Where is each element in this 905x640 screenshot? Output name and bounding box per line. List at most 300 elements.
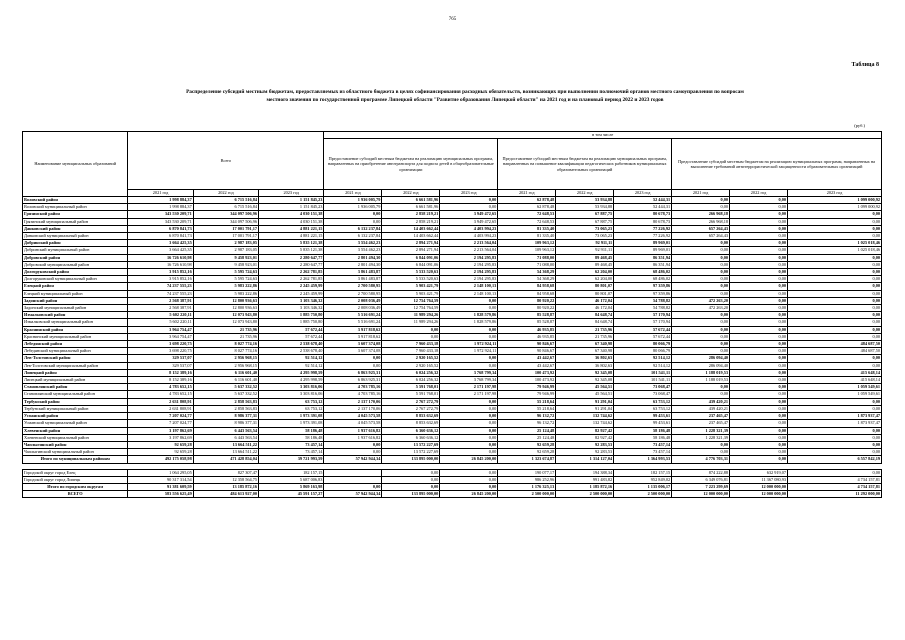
value-cell: 63 753,12 (259, 405, 324, 412)
value-cell: 0,00 (730, 319, 788, 326)
value-cell: 92 514,12 (259, 362, 324, 369)
value-cell: 0,00 (672, 333, 730, 340)
value-cell: 73 457,14 (259, 441, 324, 448)
value-cell: 1 828 579,86 (440, 312, 498, 319)
value-cell: 62 878,48 (498, 197, 556, 204)
value-cell: 92 514,12 (259, 355, 324, 362)
table-row (23, 225, 882, 232)
value-cell: 6 870 841,73 (128, 225, 193, 232)
value-cell: 827 307,47 (193, 469, 258, 476)
value-cell: 45 591 157,27 (259, 491, 324, 498)
value-cell: 4 881 221,15 (259, 233, 324, 240)
value-cell: 4 030 151,38 (259, 218, 324, 225)
value-cell: 1 937 616,82 (324, 434, 382, 441)
value-cell: 0,00 (788, 405, 882, 412)
value-cell: 237 465,47 (672, 420, 730, 427)
table-row (23, 362, 882, 369)
value-cell: 92 911,11 (556, 247, 614, 254)
value-cell: 71 088,00 (498, 254, 556, 261)
value-cell (324, 469, 382, 476)
value-cell: 97 359,86 (614, 283, 672, 290)
value-cell: 1 185 872,16 (556, 483, 614, 490)
value-cell: 43 442,67 (498, 362, 556, 369)
value-cell: 1 059 549,61 (788, 384, 882, 391)
row-name-cell: Тербунский муниципальный район (23, 405, 128, 412)
value-cell: 5 637 332,52 (193, 384, 258, 391)
value-cell: 2 194 295,83 (440, 269, 498, 276)
value-cell: 0,00 (730, 269, 788, 276)
value-cell: 2 858 563,83 (193, 398, 258, 405)
row-name-cell: Усманский муниципальный район (23, 420, 128, 427)
value-cell: 0,00 (730, 197, 788, 204)
value-cell: 0,00 (440, 441, 498, 448)
value-cell: 2 956 968,15 (193, 355, 258, 362)
value-cell: 0,00 (672, 254, 730, 261)
value-cell: 6 349 076,81 (672, 476, 730, 483)
value-cell: 25 124,48 (498, 434, 556, 441)
value-cell: 2 894 271,94 (382, 240, 440, 247)
value-cell: 3 698 220,75 (128, 341, 193, 348)
value-cell: 73 065,23 (556, 233, 614, 240)
value-cell: 2 500 000,00 (556, 491, 614, 498)
value-cell: 2 956 968,15 (193, 362, 258, 369)
table-row (23, 197, 882, 204)
value-cell: 657 264,43 (672, 225, 730, 232)
total-row (23, 456, 882, 463)
value-cell: 0,00 (730, 391, 788, 398)
value-cell: 415 648,14 (788, 369, 882, 376)
value-cell: 1 972 924,11 (440, 348, 498, 355)
value-cell: 0,00 (788, 218, 882, 225)
value-cell: 5 533 520,63 (382, 269, 440, 276)
year-header: 2023 год (788, 189, 882, 196)
row-name-cell: Хлевенский район (23, 427, 128, 434)
value-cell: 0,00 (788, 427, 882, 434)
value-cell: 0,00 (730, 312, 788, 319)
value-cell: 6 132 237,84 (324, 225, 382, 232)
value-cell: 3 607 374,08 (324, 348, 382, 355)
value-cell: 92 659,28 (498, 449, 556, 456)
value-cell: 0,00 (730, 348, 788, 355)
value-cell: 0,00 (730, 326, 788, 333)
value-cell: 2 920 165,52 (382, 355, 440, 362)
value-cell: 2 137 170,06 (324, 398, 382, 405)
value-cell: 85 528,87 (498, 319, 556, 326)
value-cell: 54 788,82 (614, 297, 672, 304)
table-row (23, 476, 882, 483)
value-cell: 2 194 295,83 (440, 276, 498, 283)
value-cell: 4 045 573,58 (324, 413, 382, 420)
value-cell: 11 989 294,26 (382, 319, 440, 326)
value-cell: 286 094,40 (672, 355, 730, 362)
value-cell: 96 132,72 (498, 413, 556, 420)
value-cell: 439 420,21 (672, 398, 730, 405)
value-cell: 0,00 (382, 476, 440, 483)
value-cell: 0,00 (730, 377, 788, 384)
value-cell: 8 986 377,31 (193, 420, 258, 427)
value-cell: 0,00 (440, 413, 498, 420)
value-cell: 68 486,02 (614, 276, 672, 283)
table-row (23, 254, 882, 261)
table-row (23, 290, 882, 297)
value-cell: 6 360 636,12 (382, 427, 440, 434)
value-cell: 5 591 768,01 (382, 391, 440, 398)
value-cell: 2 280 647,77 (259, 261, 324, 268)
value-cell: 2 137 170,06 (324, 405, 382, 412)
value-cell: 17 001 791,17 (193, 225, 258, 232)
value-cell: 1 973 391,08 (259, 420, 324, 427)
value-cell: 77 226,92 (614, 225, 672, 232)
value-cell: 101 541,11 (614, 369, 672, 376)
value-cell: 80 920,22 (498, 297, 556, 304)
value-cell: 1 151 845,23 (259, 197, 324, 204)
value-cell: 12 000 000,00 (730, 483, 788, 490)
value-cell: 5 516 691,24 (324, 319, 382, 326)
value-cell: 1 188 019,53 (672, 369, 730, 376)
value-cell: 0,00 (440, 297, 498, 304)
value-cell: 1 364 993,53 (614, 456, 672, 463)
value-cell: 21 735,96 (556, 333, 614, 340)
value-cell: 46 172,04 (556, 305, 614, 312)
row-name-cell: Итого по городским округам (23, 483, 128, 490)
value-cell: 0,00 (730, 341, 788, 348)
value-cell: 0,00 (788, 283, 882, 290)
value-cell: 5 516 691,24 (324, 312, 382, 319)
row-name-cell: Лев-Толстовский муниципальный район (23, 362, 128, 369)
value-cell: 2 894 271,94 (382, 247, 440, 254)
value-cell: 0,00 (730, 333, 788, 340)
value-cell: 52 444,31 (614, 204, 672, 211)
table-row (23, 405, 882, 412)
value-cell: 91 291,04 (556, 398, 614, 405)
table-row (23, 218, 882, 225)
table-row (23, 377, 882, 384)
value-cell: 13 572 227,69 (382, 449, 440, 456)
value-cell: 0,00 (440, 204, 498, 211)
value-cell: 1 873 937,47 (788, 420, 882, 427)
value-cell: 82 927,42 (556, 434, 614, 441)
value-cell: 0,00 (788, 469, 882, 476)
value-cell: 0,00 (672, 384, 730, 391)
value-cell: 97 359,86 (614, 290, 672, 297)
row-name-cell: Елецкий муниципальный район (23, 290, 128, 297)
value-cell: 7 223 299,69 (672, 483, 730, 490)
value-cell: 3 949 472,65 (440, 211, 498, 218)
value-cell: 5 835 121,38 (259, 247, 324, 254)
table-row (23, 355, 882, 362)
header-name: Наименование муниципальных образований (23, 132, 128, 197)
value-cell: 3 554 462,23 (324, 240, 382, 247)
value-cell: 2 171 197,98 (440, 384, 498, 391)
value-cell: 0,00 (382, 333, 440, 340)
value-cell: 12 000 000,00 (730, 491, 788, 498)
value-cell: 4 881 221,15 (259, 225, 324, 232)
row-name-cell: Задонский район (23, 297, 128, 304)
value-cell: 101 541,11 (614, 377, 672, 384)
row-name-cell: Городской округ город Елец (23, 469, 128, 476)
value-cell: 2 568 387,91 (128, 297, 193, 304)
value-cell: 0,00 (788, 449, 882, 456)
row-name-cell: Краснинский муниципальный район (23, 333, 128, 340)
value-cell: 194 388,34 (556, 469, 614, 476)
value-cell: 1 314 127,04 (556, 456, 614, 463)
value-cell: 8 853 632,69 (382, 420, 440, 427)
value-cell: 6 024 256,32 (382, 369, 440, 376)
header-in-that-number: в том числе (324, 132, 882, 139)
value-cell: 67 340,98 (556, 341, 614, 348)
value-cell: 484 687,50 (788, 341, 882, 348)
value-cell: 1 885 750,80 (259, 319, 324, 326)
value-cell: 0,00 (324, 362, 382, 369)
value-cell: 92 911,11 (556, 240, 614, 247)
value-cell: 3 917 818,62 (324, 333, 382, 340)
value-cell: 57 170,94 (614, 319, 672, 326)
value-cell: 3 607 374,08 (324, 341, 382, 348)
row-name-cell: Лебедянский район (23, 341, 128, 348)
value-cell: 6 557 842,19 (788, 456, 882, 463)
value-cell: 0,00 (730, 276, 788, 283)
value-cell: 343 530 209,71 (128, 218, 193, 225)
value-cell: 0,00 (672, 312, 730, 319)
value-cell: 100 473,92 (498, 377, 556, 384)
value-cell: 2 801 494,30 (324, 261, 382, 268)
value-cell: 14 403 662,44 (382, 225, 440, 232)
table-row (23, 319, 882, 326)
value-cell: 57 672,44 (259, 333, 324, 340)
value-cell: 8 986 377,31 (193, 413, 258, 420)
value-cell: 6 844 091,06 (382, 261, 440, 268)
value-cell: 0,00 (730, 297, 788, 304)
value-cell: 5 903 421,79 (382, 283, 440, 290)
value-cell: 13 664 511,22 (193, 449, 258, 456)
value-cell: 3 197 862,69 (128, 427, 193, 434)
value-cell: 0,00 (672, 269, 730, 276)
value-cell: 12 000 000,00 (672, 491, 730, 498)
value-cell: 4 295 998,59 (259, 377, 324, 384)
value-cell: 3 554 462,23 (324, 247, 382, 254)
value-cell: 0,00 (730, 240, 788, 247)
value-cell: 0,00 (730, 434, 788, 441)
value-cell: 0,00 (788, 362, 882, 369)
value-cell: 73 457,14 (259, 449, 324, 456)
value-cell: 99 453,61 (614, 420, 672, 427)
value-cell: 57 672,44 (259, 326, 324, 333)
table-caption: Распределение субсидий местным бюджетам, предоставляемых из областного бюджета в целях софинансирования расходных обязательств, возникающих при выполнении полномочий органов местного самоуправления по вопросам местного значения по государственной программе Липецкой области "Развитие образования Липецкой области" на 2021 год и на плановый период 2022 и 2023 годов (186, 89, 744, 104)
value-cell: 92 283,53 (556, 441, 614, 448)
value-cell: 0,00 (788, 312, 882, 319)
year-header: 2022 год (730, 189, 788, 196)
value-cell: 182 157,15 (259, 469, 324, 476)
value-cell: 12 754 764,59 (382, 305, 440, 312)
table-row (23, 333, 882, 340)
value-cell: 13 572 227,69 (382, 441, 440, 448)
header-total: Всего (128, 132, 324, 190)
value-cell: 43 442,67 (498, 355, 556, 362)
value-cell: 0,00 (788, 290, 882, 297)
value-cell: 54 368,29 (498, 276, 556, 283)
value-cell: 3 664 425,35 (128, 240, 193, 247)
value-cell: 2 801 494,30 (324, 254, 382, 261)
value-cell: 2 213 564,04 (440, 240, 498, 247)
value-cell: 1 937 616,82 (324, 427, 382, 434)
value-cell: 439 420,21 (672, 405, 730, 412)
page-number: 765 (448, 17, 457, 22)
value-cell: 472 263,20 (672, 297, 730, 304)
value-cell: 7 207 024,77 (128, 420, 193, 427)
value-cell: 0,00 (730, 362, 788, 369)
value-cell: 6 360 636,12 (382, 434, 440, 441)
value-cell: 79 946,99 (498, 391, 556, 398)
value-cell: 0,00 (324, 218, 382, 225)
value-cell: 3 103 346,32 (259, 305, 324, 312)
value-cell: 62 204,00 (556, 276, 614, 283)
value-cell: 1 228 321,39 (672, 427, 730, 434)
value-cell: 4 045 573,58 (324, 420, 382, 427)
value-cell: 3 917 818,62 (324, 326, 382, 333)
table-row (23, 469, 882, 476)
year-header: 2022 год (193, 189, 258, 196)
value-cell: 92 345,08 (556, 377, 614, 384)
value-cell: 67 887,75 (556, 218, 614, 225)
table-row (23, 391, 882, 398)
value-cell: 0,00 (672, 441, 730, 448)
value-cell: 1 025 018,46 (788, 240, 882, 247)
value-cell: 80 801,07 (556, 290, 614, 297)
value-cell: 1 135 006,17 (614, 483, 672, 490)
value-cell: 0,00 (788, 233, 882, 240)
value-cell: 133 895 000,00 (382, 456, 440, 463)
value-cell: 0,00 (672, 290, 730, 297)
value-cell: 73 457,14 (614, 449, 672, 456)
row-name-cell: Измалковский район (23, 312, 128, 319)
row-name-cell: Добринский район (23, 240, 128, 247)
value-cell: 72 648,53 (498, 211, 556, 218)
table-row (23, 413, 882, 420)
value-cell: 952 849,02 (614, 476, 672, 483)
row-name-cell: Усманский район (23, 413, 128, 420)
value-cell: 3 861 483,87 (324, 276, 382, 283)
row-name-cell: Воловский район (23, 197, 128, 204)
value-cell: 91 291,04 (556, 405, 614, 412)
value-cell: 80 066,79 (614, 341, 672, 348)
table-row (23, 369, 882, 376)
value-cell: 12 073 943,80 (193, 319, 258, 326)
value-cell: 16 726 610,98 (128, 254, 193, 261)
year-header: 2022 год (556, 189, 614, 196)
value-cell: 84 648,74 (556, 319, 614, 326)
value-cell: 991 483,82 (556, 476, 614, 483)
value-cell: 471 428 854,04 (193, 456, 258, 463)
value-cell: 7 960 433,18 (382, 348, 440, 355)
value-cell: 0,00 (730, 261, 788, 268)
value-cell: 1 151 845,23 (259, 204, 324, 211)
value-cell: 0,00 (788, 398, 882, 405)
value-cell: 8 027 774,16 (193, 348, 258, 355)
value-cell: 84 648,74 (556, 312, 614, 319)
value-cell: 0,00 (440, 405, 498, 412)
row-name-cell: Измалковский муниципальный район (23, 319, 128, 326)
total-row (23, 491, 882, 498)
value-cell: 57 942 944,34 (324, 491, 382, 498)
row-name-cell: Данковский муниципальный район (23, 233, 128, 240)
value-cell: 3 303 816,06 (259, 384, 324, 391)
value-cell: 46 935,85 (498, 333, 556, 340)
value-cell: 79 946,99 (498, 384, 556, 391)
value-cell: 89 969,01 (614, 247, 672, 254)
value-cell: 57 672,44 (614, 333, 672, 340)
value-cell: 6 863 925,31 (324, 369, 382, 376)
value-cell: 6 715 516,84 (193, 197, 258, 204)
table-row (23, 261, 882, 268)
value-cell: 6 844 091,06 (382, 254, 440, 261)
value-cell: 344 097 506,96 (193, 211, 258, 218)
value-cell: 12 800 936,63 (193, 305, 258, 312)
value-cell: 0,00 (730, 283, 788, 290)
value-cell: 266 968,18 (672, 211, 730, 218)
value-cell: 2 920 165,52 (382, 362, 440, 369)
value-cell: 7 207 024,77 (128, 413, 193, 420)
year-header: 2022 год (382, 189, 440, 196)
value-cell: 492 175 058,98 (128, 456, 193, 463)
value-cell: 0,00 (730, 247, 788, 254)
value-cell: 6 661 581,96 (382, 197, 440, 204)
value-cell: 2 262 781,85 (259, 276, 324, 283)
value-cell: 0,00 (672, 326, 730, 333)
value-cell: 0,00 (730, 369, 788, 376)
value-cell: 329 537,07 (128, 355, 193, 362)
value-cell: 0,00 (730, 211, 788, 218)
header-group-qualification: Предоставление субсидий местным бюджетам на реализацию муниципальных программ, направленных на повышение квалификации педагогических работников муниципальных образовательных организаций (498, 139, 672, 190)
value-cell: 2 008 036,49 (324, 305, 382, 312)
value-cell: 5 533 520,63 (382, 276, 440, 283)
value-cell: 0,00 (730, 254, 788, 261)
value-cell: 82 927,42 (556, 427, 614, 434)
value-cell: 0,00 (672, 348, 730, 355)
value-cell: 0,00 (730, 413, 788, 420)
table-row (23, 240, 882, 247)
value-cell: 0,00 (672, 247, 730, 254)
subsidy-table (22, 131, 882, 498)
value-cell: 8 152 389,16 (128, 369, 193, 376)
value-cell: 84 958,68 (498, 290, 556, 297)
value-cell: 0,00 (730, 233, 788, 240)
value-cell: 92 514,12 (614, 355, 672, 362)
value-cell: 21 735,96 (556, 326, 614, 333)
value-cell: 96 132,72 (498, 420, 556, 427)
value-cell: 63 753,12 (614, 398, 672, 405)
year-header: 2021 год (128, 189, 193, 196)
value-cell: 8 152 389,16 (128, 377, 193, 384)
value-cell: 0,00 (672, 341, 730, 348)
value-cell: 4 403 994,23 (440, 225, 498, 232)
value-cell: 4 734 157,81 (788, 483, 882, 490)
table-row (23, 233, 882, 240)
value-cell: 5 983 222,86 (193, 290, 258, 297)
value-cell: 5 869 163,98 (259, 483, 324, 490)
value-cell: 92 283,53 (556, 449, 614, 456)
value-cell: 472 263,20 (672, 305, 730, 312)
value-cell: 132 744,62 (556, 413, 614, 420)
value-cell: 2 858 219,21 (382, 218, 440, 225)
value-cell: 13 185 872,16 (193, 483, 258, 490)
value-cell: 58 186,48 (614, 434, 672, 441)
value-cell: 2 280 647,77 (259, 254, 324, 261)
value-cell: 4 776 703,31 (672, 456, 730, 463)
row-name-cell: Лебедянский муниципальный район (23, 348, 128, 355)
value-cell: 54 788,82 (614, 305, 672, 312)
value-cell: 84 958,68 (498, 283, 556, 290)
value-cell: 3 768 799,34 (440, 369, 498, 376)
